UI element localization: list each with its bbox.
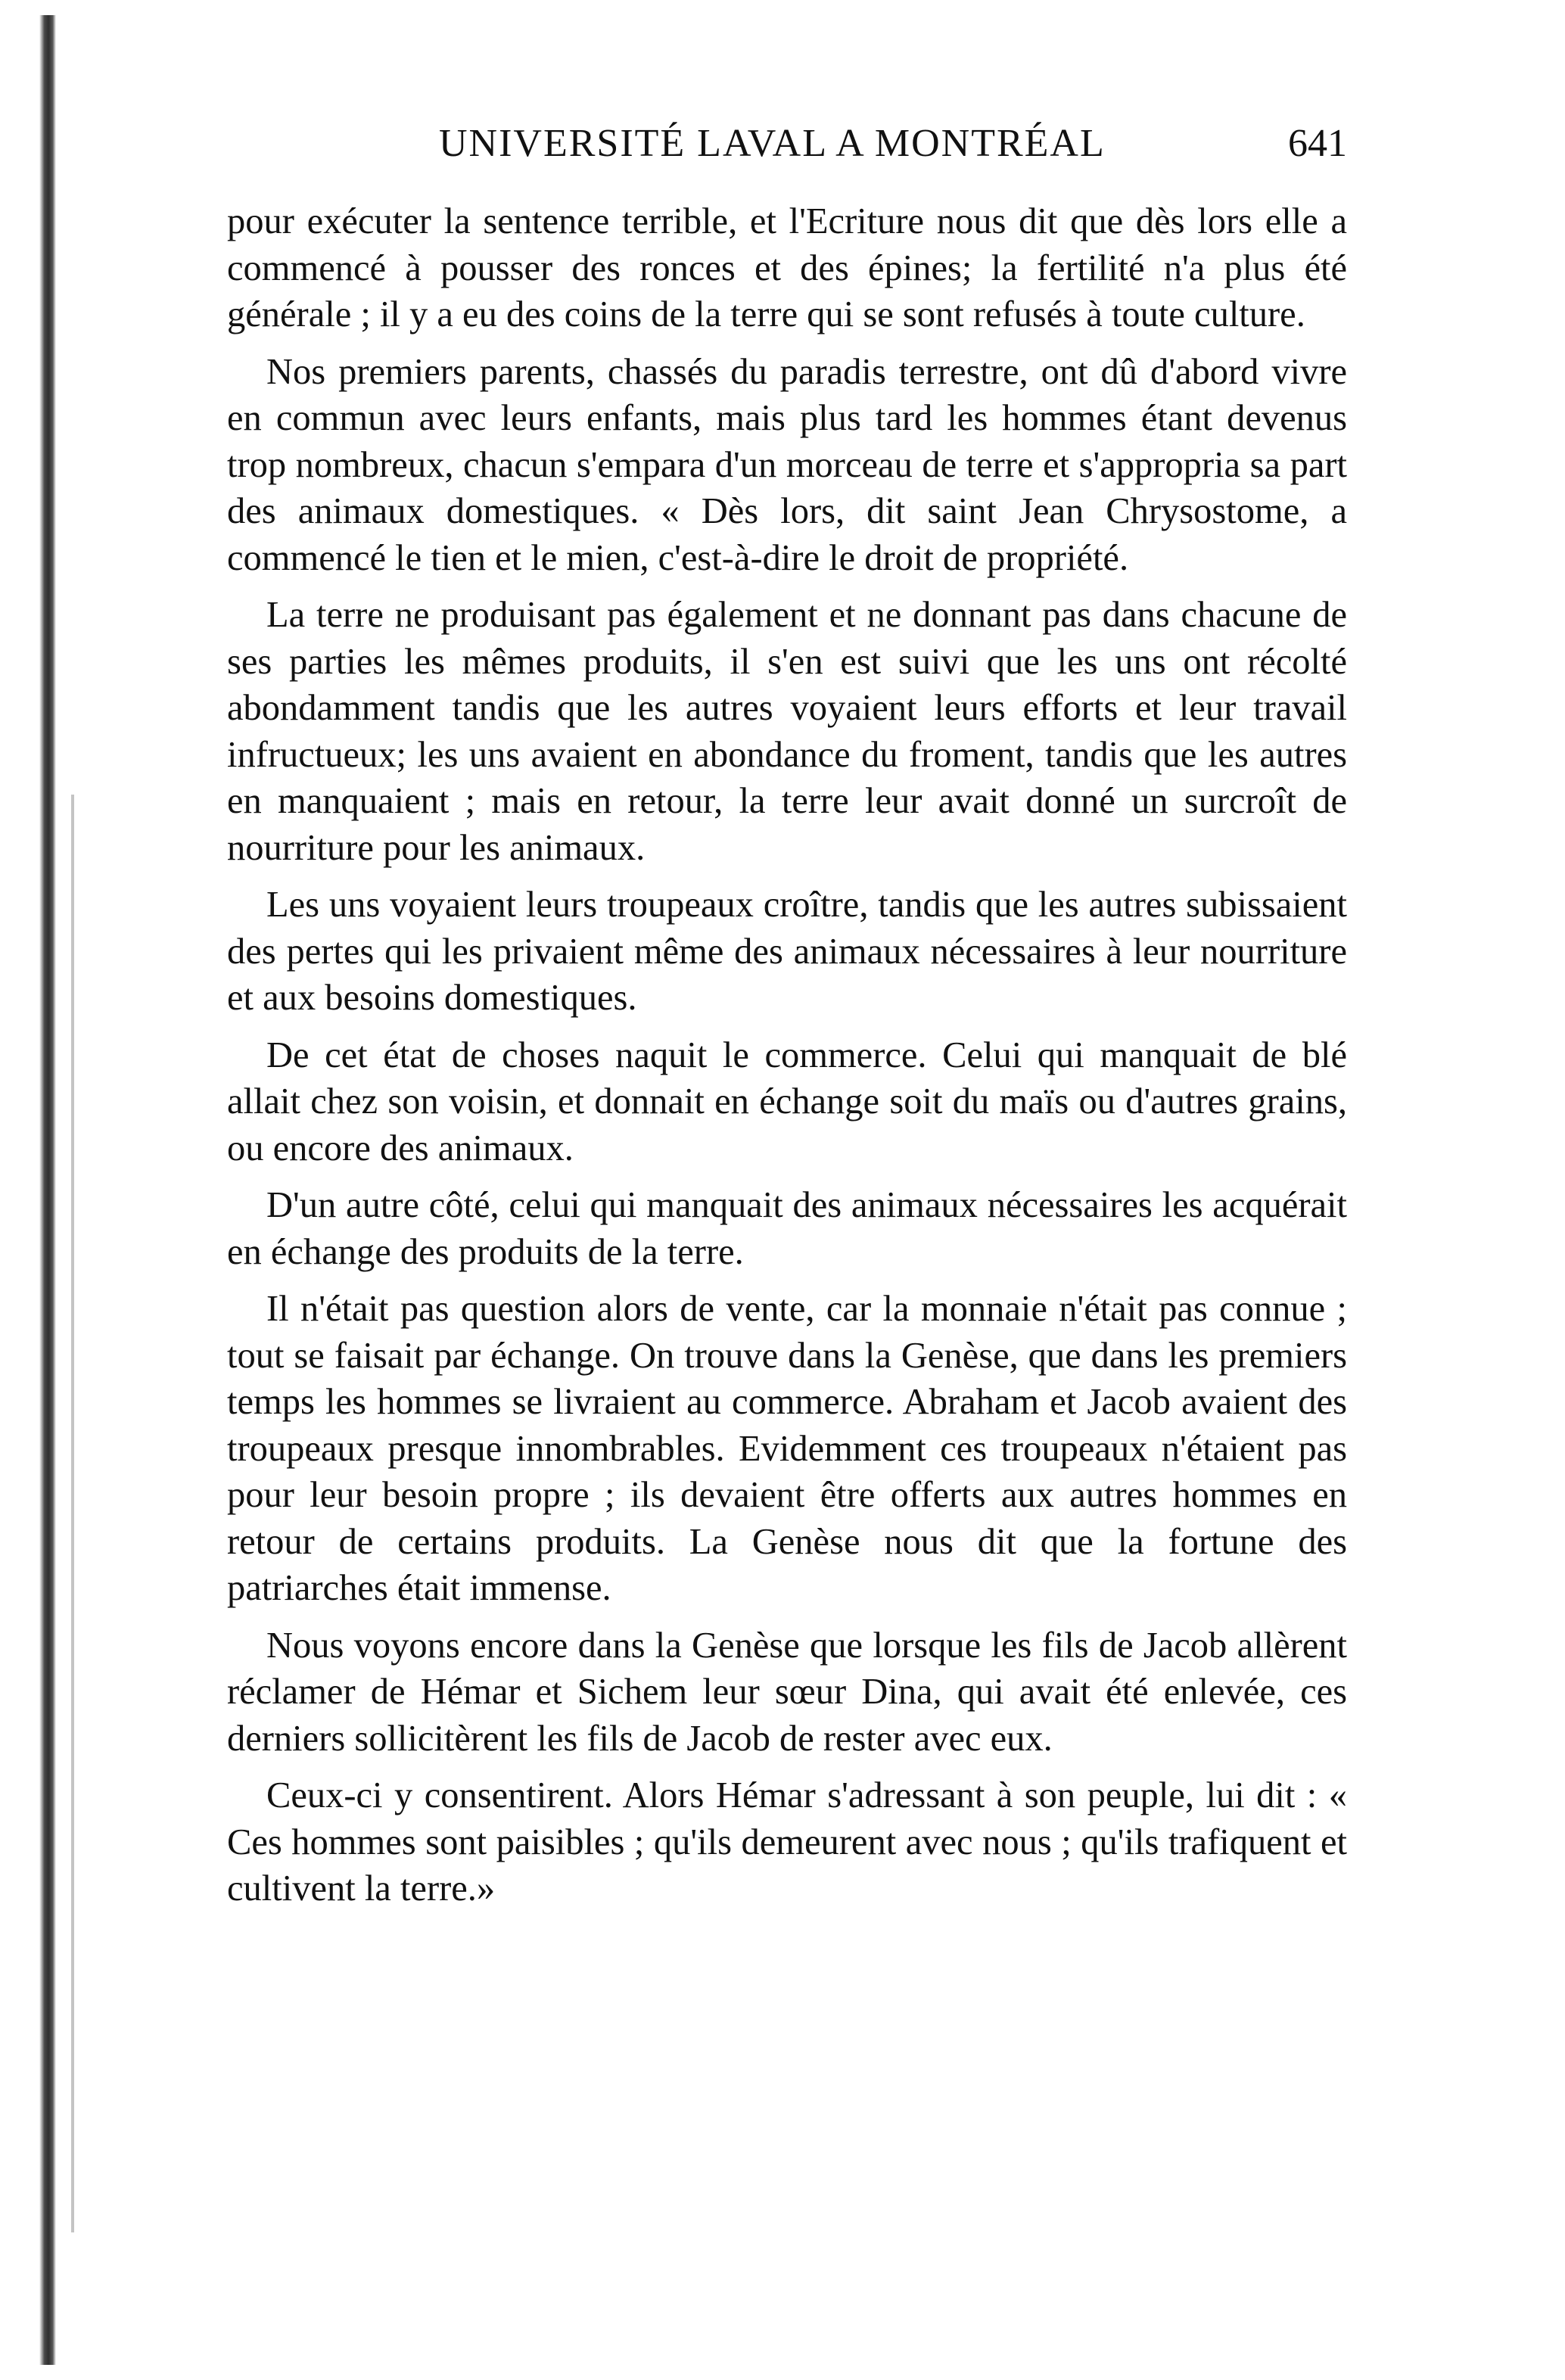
running-title: UNIVERSITÉ LAVAL A MONTRÉAL xyxy=(439,122,1106,165)
paragraph-7: Il n'était pas question alors de vente, car la monnaie n'était pas connue ; tout se faisait par échange. On trouve dans la Genèse, que dans les premiers temps les hommes se livraient au commerce. Abraham et Jacob avaient des troupeaux presque innombrables. Evidemment ces troupeaux n'étaient pas pour leur besoin propre ; ils devaient être offerts aux autres hommes en retour de certains produits. La Genèse nous dit que la fortune des patriarches était immense. xyxy=(227,1289,1347,1608)
paragraph-1: pour exécuter la sentence terrible, et l'Ecriture nous dit que dès lors elle a commencé à pousser des ronces et des épines; la fertilité n'a plus été générale ; il y a eu des coins de la terre qui se sont refusés à toute culture. xyxy=(227,201,1347,334)
page-number: 641 xyxy=(1288,122,1347,165)
paragraph-8: Nous voyons encore dans la Genèse que lorsque les fils de Jacob allèrent réclamer de Hémar et Sichem leur sœur Dina, qui avait été enlevée, ces derniers sollicitèrent les fils de Jacob de rester avec eux. xyxy=(227,1625,1347,1759)
paragraph-5: De cet état de choses naquit le commerce. Celui qui manquait de blé allait chez son voisin, et donnait en échange soit du maïs ou d'autres grains, ou encore des animaux. xyxy=(227,1034,1347,1168)
paragraph-6: D'un autre côté, celui qui manquait des animaux nécessaires les acquérait en échange des produits de la terre. xyxy=(227,1185,1347,1272)
paragraph-9: Ceux-ci y consentirent. Alors Hémar s'adressant à son peuple, lui dit : « Ces hommes sont paisibles ; qu'ils demeurent avec nous ; qu'ils trafiquent et cultivent la terre.» xyxy=(227,1775,1347,1909)
paragraph-4: Les uns voyaient leurs troupeaux croître, tandis que les autres subissaient des pertes qui les privaient même des animaux nécessaires à leur nourriture et aux besoins domestiques. xyxy=(227,885,1347,1018)
binding-shadow-line xyxy=(71,795,74,2232)
book-binding-edge xyxy=(39,15,56,2365)
paragraph-3: La terre ne produisant pas également et ne donnant pas dans chacune de ses parties les mêmes produits, il s'en est suivi que les uns ont récolté abondamment tandis que les autres voyaient leurs efforts et leur travail infructueux; les uns avaient en abondance du froment, tandis que les autres en manquaient ; mais en retour, la terre leur avait donné un surcroît de nourriture pour les animaux. xyxy=(227,595,1347,868)
body-text xyxy=(227,198,1347,1923)
running-header xyxy=(227,121,1347,174)
paragraph-2: Nos premiers parents, chassés du paradis terrestre, ont dû d'abord vivre en commun avec leurs enfants, mais plus tard les hommes étant devenus trop nombreux, chacun s'empara d'un morceau de terre et s'appropria sa part des animaux domestiques. « Dès lors, dit saint Jean Chrysostome, a commencé le tien et le mien, c'est-à-dire le droit de propriété. xyxy=(227,351,1347,578)
